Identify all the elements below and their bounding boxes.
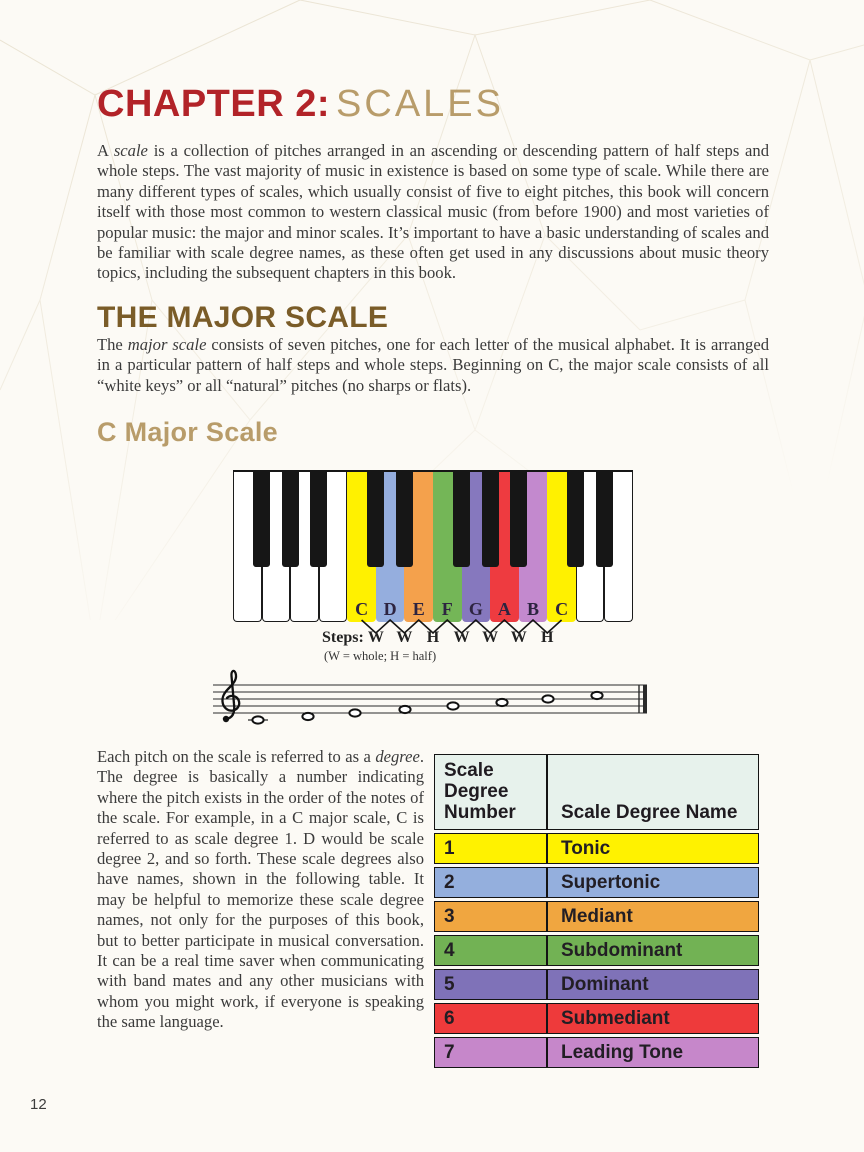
key-letter-label: C	[355, 599, 369, 619]
table-row-degree-3	[434, 901, 759, 932]
black-key	[396, 472, 413, 567]
major-scale-heading: THE MAJOR SCALE	[97, 301, 389, 334]
whole-note-G4	[447, 702, 458, 709]
table-row-degree-2	[434, 867, 759, 898]
header-scale-degree-number: Scale Degree Number	[434, 754, 547, 830]
whole-note-C4	[252, 716, 263, 723]
treble-clef-icon	[222, 671, 239, 722]
degree-name-cell: Supertonic	[547, 867, 759, 898]
key-letter-label: G	[468, 599, 483, 619]
degree-number-cell: 1	[434, 833, 547, 864]
black-key	[567, 472, 584, 567]
chapter-title: SCALES	[336, 83, 504, 125]
whole-note-C5	[591, 692, 602, 699]
chapter-number-label: CHAPTER 2:	[97, 83, 331, 125]
steps-label: Steps:	[322, 629, 364, 646]
black-key	[367, 472, 384, 567]
black-key	[282, 472, 299, 567]
key-letter-label: F	[441, 599, 453, 619]
scale-degree-table	[434, 751, 759, 1071]
degree-name-cell: Subdominant	[547, 935, 759, 966]
major-scale-paragraph: The major scale consists of seven pitches, one for each letter of the musical alphabet. It is arranged in a particular pattern of half steps and whole steps. Beginning on C, the major scale consists of all “white keys” or all “natural” pitches (no sharps or flats).	[97, 335, 770, 395]
chapter-heading	[97, 84, 504, 124]
step-3-label: H	[426, 629, 440, 646]
step-1-label: W	[367, 629, 384, 646]
whole-note-A4	[496, 699, 507, 706]
table-row-degree-5	[434, 969, 759, 1000]
degree-number-cell: 6	[434, 1003, 547, 1034]
degree-name-cell: Tonic	[547, 833, 759, 864]
table-row-degree-4	[434, 935, 759, 966]
step-2-label: W	[396, 629, 413, 646]
black-key	[482, 472, 499, 567]
degree-name-cell: Submediant	[547, 1003, 759, 1034]
key-letter-label: E	[412, 599, 425, 619]
black-key	[510, 472, 527, 567]
key-letter-label: B	[526, 599, 539, 619]
whole-note-E4	[349, 709, 360, 716]
table-row-degree-7	[434, 1037, 759, 1068]
staff-lines	[213, 685, 647, 713]
key-letter-label: D	[383, 599, 397, 619]
step-7-label: H	[541, 629, 554, 646]
key-letter-label: A	[497, 599, 511, 619]
degree-name-cell: Dominant	[547, 969, 759, 1000]
key-letter-label: C	[555, 599, 569, 619]
whole-note-B4	[542, 695, 553, 702]
scale-degrees-paragraph: Each pitch on the scale is referred to as a degree. The degree is basically a number indicating where the pitch exists in the order of the notes of the scale. For example, in a C major scale, C is referred to as scale degree 1. D would be scale degree 2, and so forth. These scale degrees also have names, shown in the following table. It may be helpful to memorize these scale degree names, not only for the purposes of this book, but to better participate in musical conversation. It can be a real time saver when communicating with band mates and any other musicians with whom you might work, if everyone is speaking the same language.	[97, 747, 424, 1032]
degree-name-cell: Mediant	[547, 901, 759, 932]
black-key	[453, 472, 470, 567]
degree-number-cell: 4	[434, 935, 547, 966]
degree-number-cell: 3	[434, 901, 547, 932]
degree-number-cell: 5	[434, 969, 547, 1000]
whole-note-F4	[399, 706, 410, 713]
page-number: 12	[30, 1096, 47, 1113]
intro-paragraph: A scale is a collection of pitches arranged in an ascending or descending pattern of half steps and whole steps. The vast majority of music in existence is based on some type of scale. While there are many different types of scales, which usually consist of five to eight pitches, this book will concern itself with those most common to western classical music (from before 1900) and most varieties of popular music: the major and minor scales. It’s important to have a basic understanding of scales and be familiar with scale degree names, as these often get used in any discussions about music theory topics, including the subsequent chapters in this book.	[97, 141, 769, 283]
black-key	[253, 472, 270, 567]
black-key	[596, 472, 613, 567]
degree-number-cell: 7	[434, 1037, 547, 1068]
degree-number-cell: 2	[434, 867, 547, 898]
table-row-degree-1	[434, 833, 759, 864]
step-5-label: W	[482, 629, 499, 646]
c-major-scale-heading: C Major Scale	[97, 417, 278, 447]
musical-staff	[210, 666, 650, 730]
piano-keyboard	[233, 470, 633, 622]
table-header-row	[434, 754, 759, 830]
steps-legend: (W = whole; H = half)	[324, 649, 437, 663]
scale-notes	[248, 692, 603, 724]
step-4-label: W	[453, 629, 470, 646]
degree-name-cell: Leading Tone	[547, 1037, 759, 1068]
black-key	[310, 472, 327, 567]
table-row-degree-6	[434, 1003, 759, 1034]
header-scale-degree-name: Scale Degree Name	[547, 754, 759, 830]
step-6-label: W	[510, 629, 527, 646]
whole-note-D4	[302, 713, 313, 720]
